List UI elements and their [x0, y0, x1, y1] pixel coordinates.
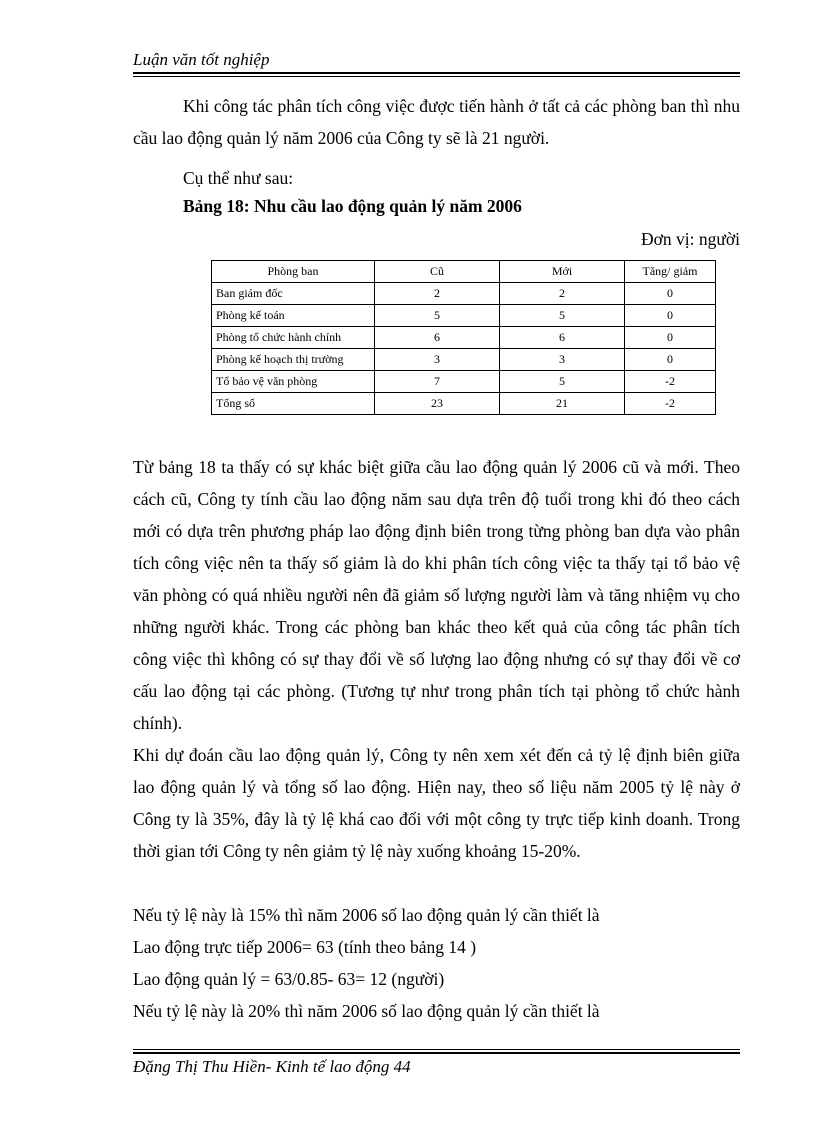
table-cell: Phòng kế hoạch thị trường — [212, 349, 375, 371]
column-header: Phòng ban — [212, 261, 375, 283]
page-header-title: Luận văn tốt nghiệp — [133, 50, 270, 69]
table-cell: Phòng kế toán — [212, 305, 375, 327]
table-cell: 6 — [375, 327, 500, 349]
table-cell: -2 — [625, 371, 716, 393]
intro-paragraph: Khi công tác phân tích công việc được tiến hành ở tất cả các phòng ban thì nhu cầu lao động quản lý năm 2006 của Công ty sẽ là 21 người. — [133, 96, 740, 148]
table-cell: 7 — [375, 371, 500, 393]
intro-lead-in: Cụ thể như sau: — [183, 168, 294, 188]
footer-rule-thick — [133, 1052, 740, 1054]
ratio-paragraph: Khi dự đoán cầu lao động quản lý, Công ty nên xem xét đến cả tỷ lệ định biên giữa lao động quản lý và tổng số lao động. Hiện nay, theo số liệu năm 2005 tỷ lệ này ở Công ty là 35%, đây là tỷ lệ khá cao đối với một công ty trực tiếp kinh doanh. Trong thời gian tới Công ty nên giảm tỷ lệ này xuống khoảng 15-20%. — [133, 745, 740, 861]
footer-rule-thin — [133, 1049, 740, 1050]
direct-labor-line: Lao động trực tiếp 2006= 63 (tính theo bảng 14 ) — [133, 937, 477, 957]
column-header: Mới — [500, 261, 625, 283]
analysis-paragraph: Từ bảng 18 ta thấy có sự khác biệt giữa cầu lao động quản lý 2006 cũ và mới. Theo cách cũ, Công ty tính cầu lao động năm sau dựa trên độ tuổi trong khi đó theo cách mới có dựa trên phương pháp lao động định biên trong từng phòng ban dựa vào phân tích công việc nên ta thấy số giảm là do khi phân tích công việc ta thấy tại tổ bảo vệ văn phòng có quá nhiều người nên đã giảm số lượng người làm và tăng nhiệm vụ cho những người khác. Trong các phòng ban khác theo kết quả của công tác phân tích công việc thì không có sự thay đổi về số lượng lao động nhưng có sự thay đổi về cơ cấu lao động tại các phòng. (Tương tự như trong phân tích tại phòng tổ chức hành chính). — [133, 457, 740, 733]
table-cell: 23 — [375, 393, 500, 415]
header-rule-thin — [133, 76, 740, 77]
table-row — [212, 349, 716, 371]
header-rule-thick — [133, 72, 740, 74]
table-unit: Đơn vị: người — [641, 229, 740, 249]
table-cell: Phòng tổ chức hành chính — [212, 327, 375, 349]
management-labor-line: Lao động quản lý = 63/0.85- 63= 12 (người) — [133, 969, 445, 989]
table-cell: 0 — [625, 349, 716, 371]
table-cell: Tổ bảo vệ văn phòng — [212, 371, 375, 393]
table-cell: -2 — [625, 393, 716, 415]
table-cell: 21 — [500, 393, 625, 415]
column-header: Tăng/ giảm — [625, 261, 716, 283]
scenario-20-line: Nếu tỷ lệ này là 20% thì năm 2006 số lao động quản lý cần thiết là — [133, 1001, 600, 1021]
table-header-row — [212, 261, 716, 283]
table-cell: 5 — [500, 305, 625, 327]
table-cell: 5 — [500, 371, 625, 393]
table-cell: 5 — [375, 305, 500, 327]
column-header: Cũ — [375, 261, 500, 283]
page-footer: Đặng Thị Thu Hiền- Kinh tế lao động 44 — [133, 1057, 411, 1076]
table-cell: Tổng số — [212, 393, 375, 415]
table-cell: Ban giám đốc — [212, 283, 375, 305]
table-row — [212, 371, 716, 393]
table-cell: 2 — [375, 283, 500, 305]
table-title: Bảng 18: Nhu cầu lao động quản lý năm 2006 — [183, 196, 522, 216]
staffing-table — [211, 260, 716, 415]
table-cell: 3 — [375, 349, 500, 371]
table-row — [212, 283, 716, 305]
table-cell: 2 — [500, 283, 625, 305]
table-row — [212, 327, 716, 349]
table-cell: 0 — [625, 327, 716, 349]
table-row — [212, 305, 716, 327]
table-cell: 6 — [500, 327, 625, 349]
table-total-row — [212, 393, 716, 415]
table-cell: 3 — [500, 349, 625, 371]
scenario-15-line: Nếu tỷ lệ này là 15% thì năm 2006 số lao động quản lý cần thiết là — [133, 905, 600, 925]
table-cell: 0 — [625, 305, 716, 327]
table-cell: 0 — [625, 283, 716, 305]
